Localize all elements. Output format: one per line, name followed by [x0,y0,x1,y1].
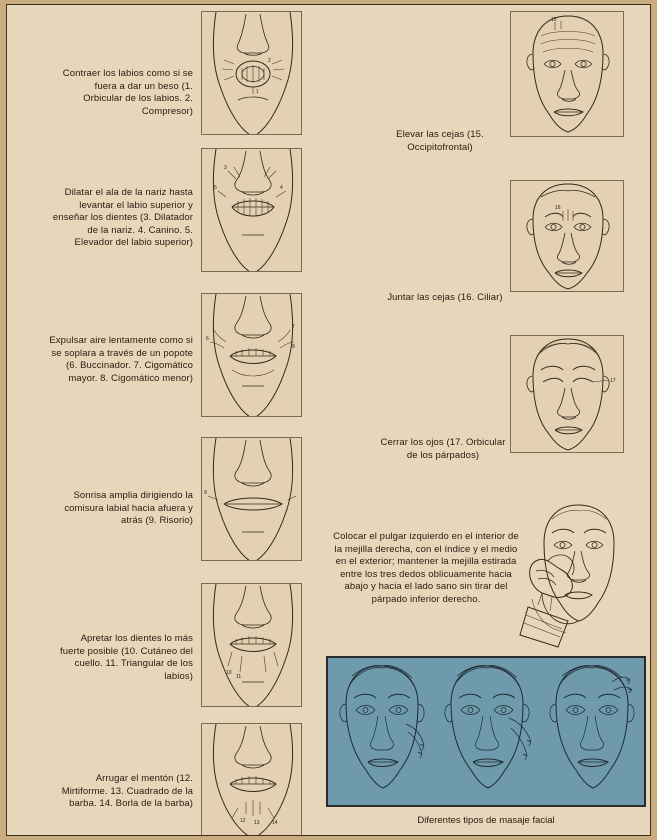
panel-thumb-stretch-cheek [518,499,640,651]
caption-thumb-stretch-cheek: Colocar el pulgar izquierdo en el interior de la mejilla derecha, con el índice y el medio en el exterior; mantener la mejilla estirada entre los tres dedos oblicuamente hacia abajo y hacia el lado sano sin tirar del párpado inferior derecho. [333,531,519,605]
muscle-number: 15 [551,17,557,23]
panel-knit-eyebrows [510,180,624,292]
muscle-number: 16 [555,205,561,211]
face-lips-purse-drawing [202,12,302,135]
panel-blow-air [201,293,302,417]
panel-clench-teeth [201,583,302,707]
figure-sheet [6,4,651,836]
panel-close-eyes [510,335,624,453]
caption-clench-teeth: Apretar los dientes lo más fuerte posible (10. Cutáneo del cuello. 11. Triangular de los labios) [59,633,193,682]
panel-wrinkle-chin [201,723,302,836]
muscle-number: 1 [256,89,259,95]
panel-facial-massage [326,656,646,807]
caption-blow-air: Expulsar aire lentamente como si se soplara a través de un popote (6. Buccinador. 7. Cigomático mayor. 8. Cigomático menor) [49,335,193,384]
muscle-number: 4 [280,185,283,191]
face-clench-teeth-drawing [202,584,302,707]
muscle-number: 17 [610,378,616,384]
muscle-number: 5 [214,185,217,191]
caption-raise-eyebrows: Elevar las cejas (15. Occipitofrontal) [396,129,484,153]
caption-facial-massage: Diferentes tipos de masaje facial [417,815,555,826]
face-wrinkle-chin-drawing [202,724,302,836]
face-raise-eyebrows-drawing [511,12,624,137]
muscle-number: 13 [254,820,260,826]
massage-faces-drawing [328,658,644,805]
face-blow-air-drawing [202,294,302,417]
panel-raise-eyebrows [510,11,624,137]
panel-nostril-dilate [201,148,302,272]
caption-wrinkle-chin: Arrugar el mentón (12. Mirtiforme. 13. Cuadrado de la barba. 14. Borla de la barba) [61,773,193,809]
muscle-number: 7 [292,324,295,330]
caption-close-eyes: Cerrar los ojos (17. Orbicular de los párpados) [380,437,506,461]
muscle-number: 10 [226,670,232,676]
muscle-number: 2 [268,58,271,64]
muscle-number: 6 [206,336,209,342]
face-knit-eyebrows-drawing [511,181,624,292]
face-nostril-dilate-drawing [202,149,302,272]
face-thumb-stretch-drawing [518,499,640,651]
muscle-number: 9 [204,490,207,496]
caption-lips-purse: Contraer los labios como si se fuera a dar un beso (1. Orbicular de los labios. 2. Compresor) [62,68,193,117]
caption-knit-eyebrows: Juntar las cejas (16. Ciliar) [387,292,503,303]
face-wide-smile-drawing [202,438,302,561]
caption-wide-smile: Sonrisa amplia dirigiendo la comisura labial hacia afuera y atrás (9. Risorio) [64,490,193,526]
muscle-number: 11 [236,674,242,680]
caption-nostril-dilate: Dilatar el ala de la nariz hasta levantar el labio superior y enseñar los dientes (3. Dilatador de la nariz. 4. Canino. 5. Elevador del labio superior) [52,187,193,248]
panel-wide-smile [201,437,302,561]
muscle-number: 3 [224,165,227,171]
muscle-number: 14 [272,820,278,826]
panel-lips-purse [201,11,302,135]
muscle-number: 12 [240,818,246,824]
muscle-number: 8 [292,344,295,350]
face-close-eyes-drawing [511,336,624,453]
